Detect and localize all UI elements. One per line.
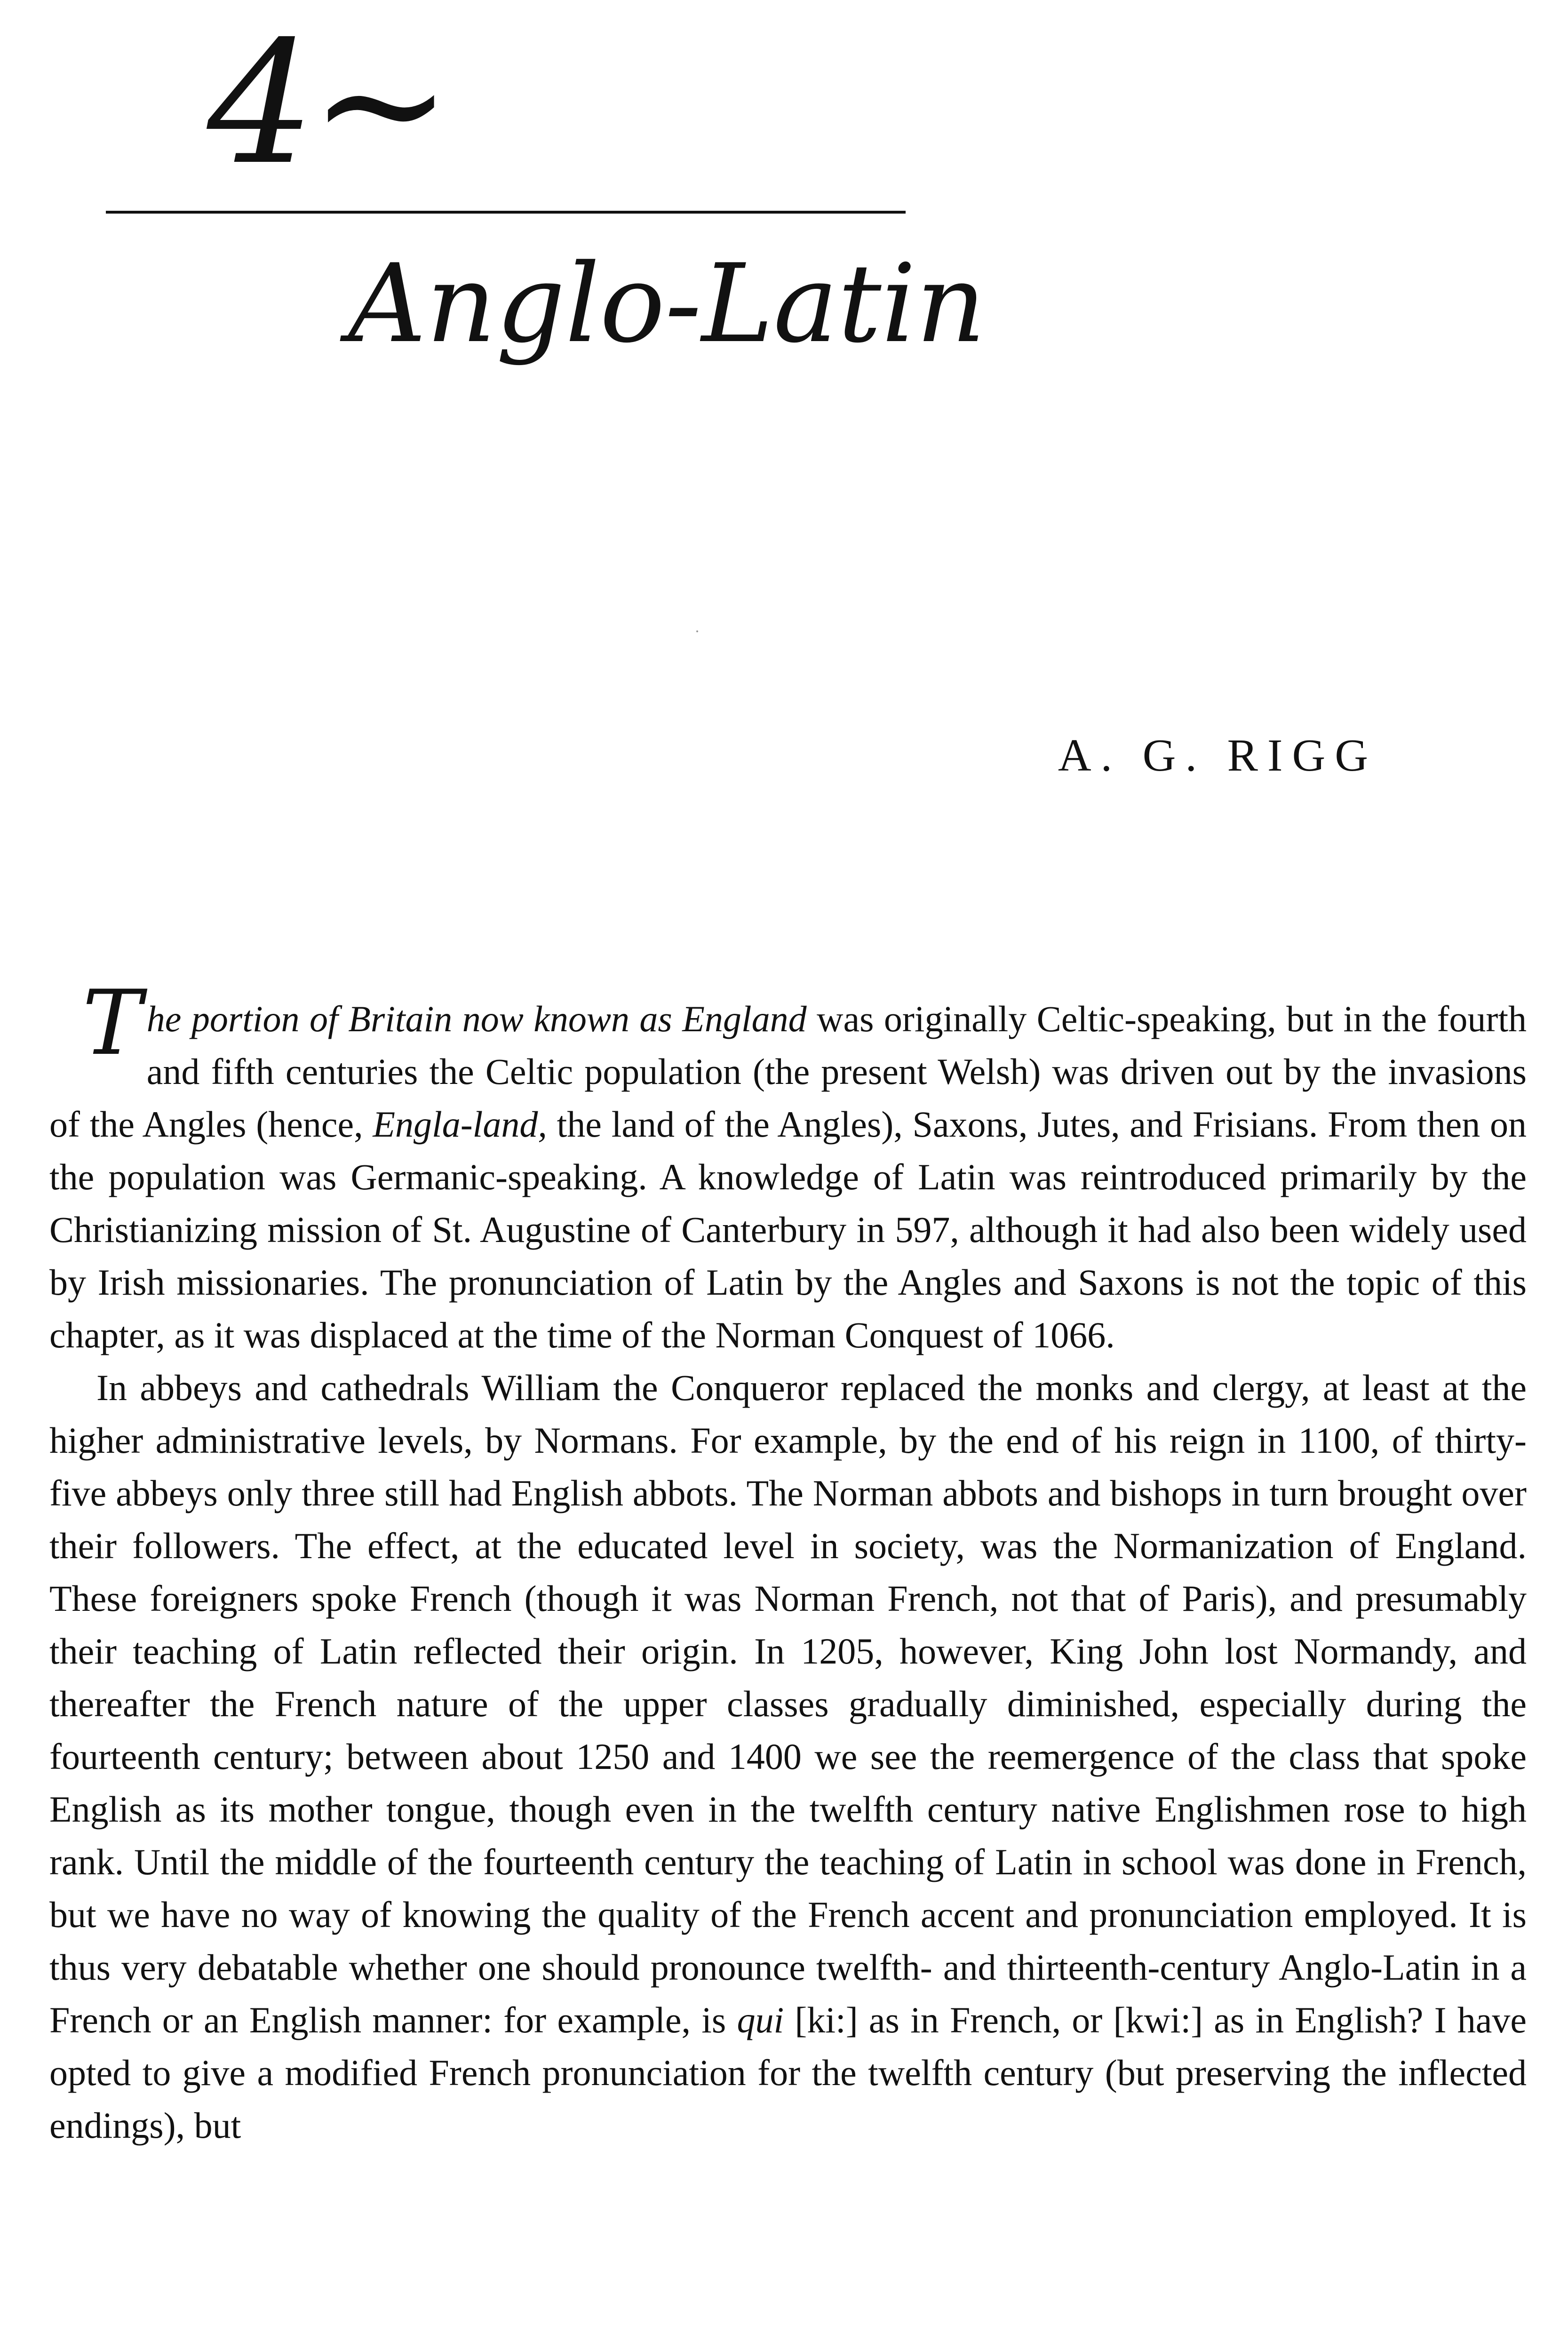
chapter-title: Anglo-Latin <box>348 241 986 367</box>
paragraph-1 <box>49 971 1527 1362</box>
paragraph-2 <box>49 1362 1527 2152</box>
chapter-number-text: 4 <box>207 5 310 202</box>
paragraph-1-italic-1: Engla-land, <box>373 1104 547 1145</box>
chapter-rule <box>106 211 906 214</box>
chapter-number <box>207 5 447 202</box>
paragraph-2-segment-1: In abbeys and cathedrals William the Conqueror replaced the monks and clergy, at least at the higher administrative levels, by Normans. For example, by the end of his reign in 1100, of thirty-five abbeys only three still had English abbots. The Norman abbots and bishops in turn brought over their followers. The effect, at the educated level in society, was the Normanization of England. These foreigners spoke French (though it was Norman French, not that of Paris), and presumably their teaching of Latin reflected their origin. In 1205, however, King John lost Normandy, and thereafter the French nature of the upper classes gradually diminished, especially during the fourteenth century; between about 1250 and 1400 we see the reemergence of the class that spoke English as its mother tongue, though even in the twelfth century native Englishmen rose to high rank. Until the middle of the fourteenth century the teaching of Latin in school was done in French, but we have no way of knowing the quality of the French accent and pronunciation employed. It is thus very debatable whether one should pronounce twelfth- and thirteenth-century Anglo-Latin in a French or an English manner: for example, is <box>49 1367 1527 2040</box>
drop-cap: T <box>82 971 142 1075</box>
paragraph-2-italic-1: qui <box>737 1999 784 2040</box>
body-text <box>49 971 1527 2152</box>
chapter-number-flourish: ~ <box>310 5 447 202</box>
opening-phrase: he portion of Britain now known as England <box>146 998 807 1039</box>
paragraph-1-segment-2: the land of the Angles), Saxons, Jutes, and Frisians. From then on the population was Germanic-speaking. A knowledge of Latin was reintroduced primarily by the Christianizing mission of St. Augustine of Canterbury in 597, although it had also been widely used by Irish missionaries. The pronunciation of Latin by the Angles and Saxons is not the topic of this chapter, as it was displaced at the time of the Norman Conquest of 1066. <box>49 1104 1527 1355</box>
paragraph-2-segment-2: [ki:] as in French, or [kwi:] as in English? I have opted to give a modified French pronunciation for the twelfth century (but preserving the inflected endings), but <box>49 1999 1527 2146</box>
paper-speck <box>696 630 698 632</box>
paragraph-1-segment-1: was originally Celtic-speaking, but in the fourth and fifth centuries the Celtic population (the present Welsh) was driven out by the invasions of the Angles (hence, <box>49 998 1527 1145</box>
author-name: A. G. RIGG <box>1058 730 1377 781</box>
